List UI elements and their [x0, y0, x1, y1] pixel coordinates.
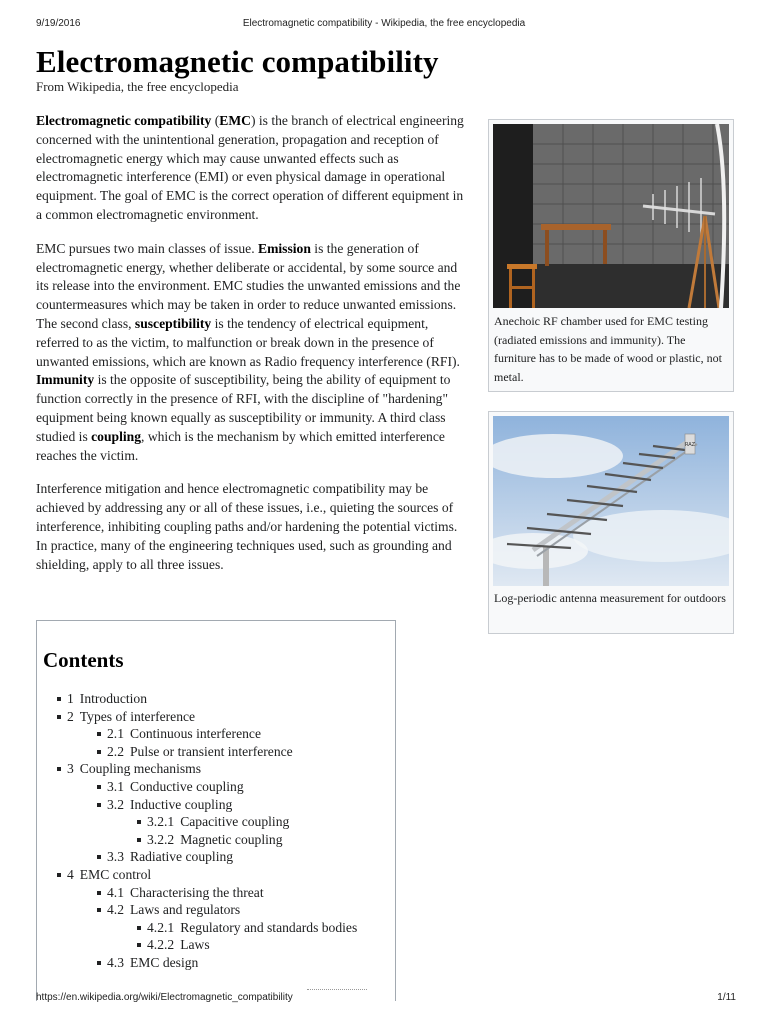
- toc-item-pulse-interference[interactable]: 2.2 Pulse or transient interference: [107, 743, 357, 761]
- toc-item-emc-design[interactable]: 4.3 EMC design: [107, 954, 357, 972]
- toc-item-continuous-interference[interactable]: 2.1 Continuous interference: [107, 725, 357, 743]
- chamber-caption: Anechoic RF chamber used for EMC testing (radiated emissions and immunity). The furniture has to be made of wood or plastic, not metal.: [494, 314, 722, 384]
- toc-item-conductive-coupling[interactable]: 3.1 Conductive coupling: [107, 778, 357, 796]
- print-footer: [0, 992, 768, 1006]
- toc-item-standards-bodies[interactable]: 4.2.1 Regulatory and standards bodies: [147, 919, 358, 935]
- toc-item-laws-and-regulators[interactable]: 4.2 Laws and regulators: [107, 901, 357, 919]
- toc-item-radiative-coupling[interactable]: 3.3 Radiative coupling: [107, 848, 357, 866]
- mitigation-paragraph: Interference mitigation and hence electromagnetic compatibility may be achieved by addressing any or all of these issues, i.e., quieting the sources of interference, inhibiting coupling paths and/or hardening the potential victims. In practice, many of the engineering techniques used, such as grounding and shielding, apply to all three issues.: [36, 481, 458, 572]
- toc-item-characterising-threat[interactable]: 4.1 Characterising the threat: [107, 884, 357, 902]
- print-date: 9/19/2016: [36, 18, 81, 29]
- term-coupling: coupling: [91, 428, 142, 444]
- toc-item-inductive-coupling[interactable]: 3.2 Inductive coupling: [107, 796, 357, 814]
- print-page-number: 1/11: [717, 992, 736, 1003]
- term-emc: Electromagnetic compatibility: [36, 113, 212, 128]
- page-subtitle: From Wikipedia, the free encyclopedia: [36, 79, 239, 94]
- toc-item-coupling-mechanisms[interactable]: 3 Coupling mechanisms: [67, 760, 357, 778]
- chamber-figure: [488, 119, 734, 392]
- toc-list: [67, 690, 357, 972]
- abbr-emc: EMC: [219, 113, 251, 128]
- term-immunity: Immunity: [36, 372, 95, 388]
- print-header: [0, 18, 768, 32]
- table-of-contents: [36, 620, 396, 1001]
- article-body: [36, 112, 468, 589]
- page-title: Electromagnetic compatibility: [36, 44, 439, 79]
- toc-item-capacitive-coupling[interactable]: 3.2.1 Capacitive coupling: [147, 813, 357, 831]
- term-emission: Emission: [258, 240, 311, 256]
- print-page-title: Electromagnetic compatibility - Wikipedia, the free encyclopedia: [242, 18, 526, 29]
- toc-title: Contents: [43, 648, 124, 672]
- term-susceptibility: susceptibility: [134, 315, 212, 331]
- intro-paragraph: Electromagnetic compatibility (EMC) is the branch of electrical engineering concerned with the unintentional generation, propagation and reception of electromagnetic energy which may cause unwanted effects such as electromagnetic interference (EMI) or even physical damage in operational equipment. The goal of EMC is the correct operation of different equipment in a common electromagnetic environment.: [36, 113, 464, 222]
- antenna-image[interactable]: [493, 416, 729, 586]
- antenna-brand-label: RAZ: [684, 442, 696, 448]
- antenna-figure: [488, 411, 734, 634]
- print-url: https://en.wikipedia.org/wiki/Electromagnetic_compatibility: [36, 992, 293, 1003]
- toc-item-magnetic-coupling[interactable]: 3.2.2 Magnetic coupling: [147, 831, 357, 849]
- toc-item-laws[interactable]: 4.2.2 Laws: [147, 936, 357, 954]
- toc-item-emc-control[interactable]: 4 EMC control: [67, 866, 357, 884]
- classes-paragraph: EMC pursues two main classes of issue. Emission is the generation of electromagnetic energy, whether deliberate or accidental, by some source and its release into the environment. EMC studies the unwanted emissions and the countermeasures which may be taken in order to reduce unwanted emissions. The second class, susceptibility is the tendency of electrical equipment, referred to as the victim, to malfunction or break down in the presence of unwanted emissions, which are known as Radio frequency interference (RFI). Immunity is the opposite of susceptibility, being the ability of equipment to function correctly in the presence of RFI, with the discipline of "hardening" equipment being known equally as susceptibility or immunity. A third class studied is coupling, which is the mechanism by which emitted interference reaches the victim.: [36, 240, 461, 463]
- toc-item-introduction[interactable]: 1 Introduction: [67, 690, 357, 708]
- toc-item-types-of-interference[interactable]: 2 Types of interference: [67, 708, 357, 726]
- anechoic-chamber-image[interactable]: [493, 124, 729, 308]
- antenna-caption: Log-periodic antenna measurement for outdoors: [494, 591, 726, 605]
